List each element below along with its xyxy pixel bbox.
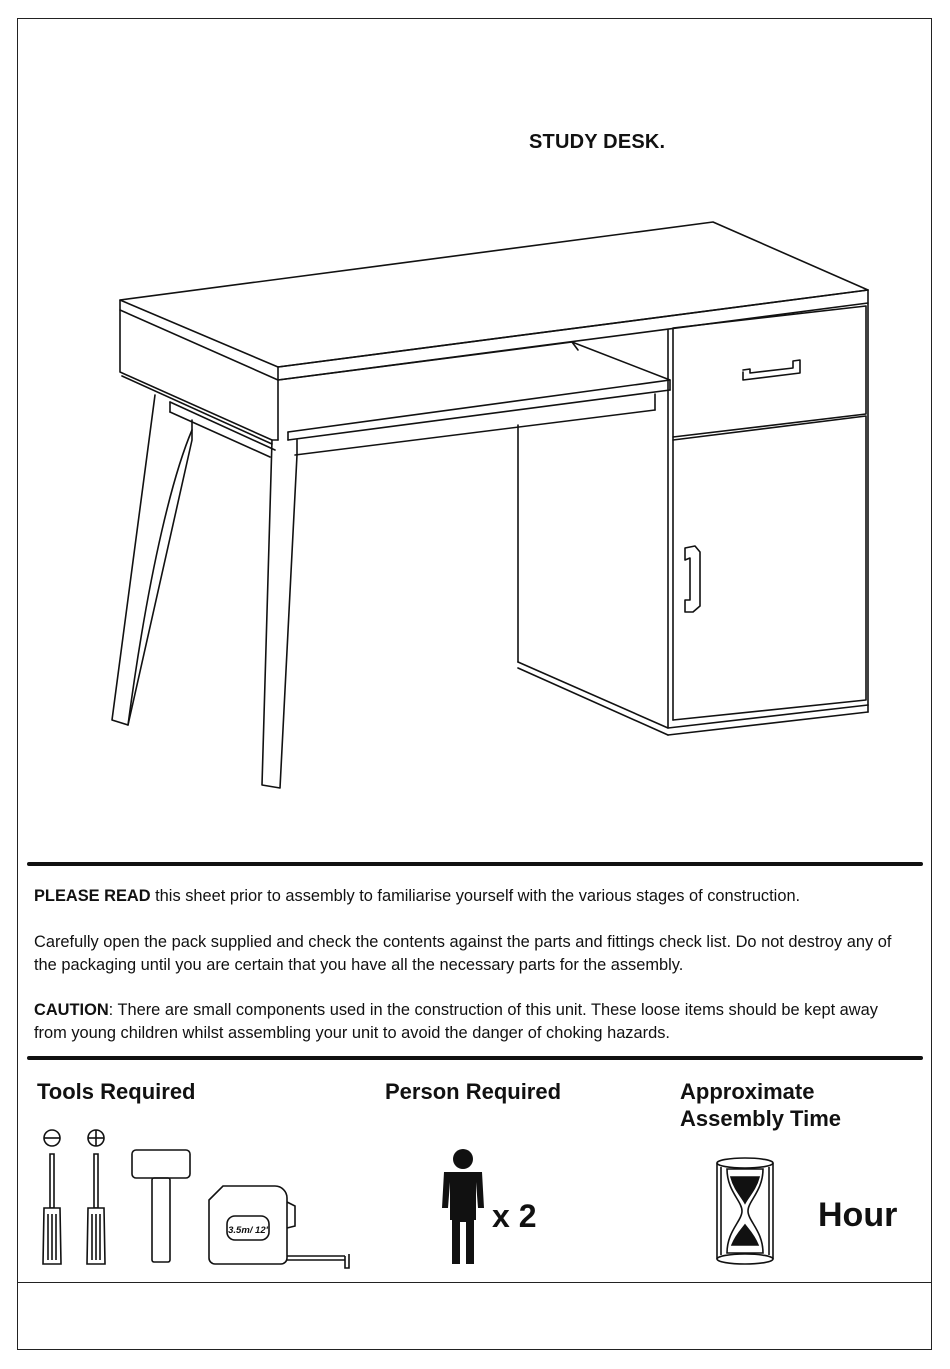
check-contents-paragraph: Carefully open the pack supplied and check the contents against the parts and fittings check list. Do not destroy any of the packaging until you are certain that you have all the necessary parts for the assembly.: [34, 933, 892, 974]
person-count: x 2: [492, 1198, 537, 1234]
caution-paragraph: [34, 999, 914, 1045]
assembly-time-heading: [680, 1078, 841, 1132]
please-read-label: PLEASE READ: [34, 887, 151, 905]
bottom-section-divider: [27, 1056, 923, 1060]
desk-illustration: [100, 210, 890, 810]
top-section-divider: [27, 862, 923, 866]
please-read-paragraph: [34, 885, 914, 908]
phillips-screwdriver-icon: [80, 1126, 112, 1268]
assembly-time-heading-line1: Approximate: [680, 1079, 815, 1104]
assembly-time-value: Hour: [818, 1196, 898, 1234]
footer-divider: [17, 1282, 932, 1283]
flathead-screwdriver-icon: [36, 1126, 68, 1268]
person-required-heading: Person Required: [385, 1079, 562, 1104]
please-read-text: this sheet prior to assembly to familiarise yourself with the various stages of construction.: [150, 887, 801, 905]
caution-text: : There are small components used in the construction of this unit. These loose items should be kept away from young children whilst assembling your unit to avoid the danger of choking hazards.: [34, 1001, 878, 1042]
tape-measure-icon: [205, 1182, 355, 1270]
caution-label: CAUTION: [34, 1001, 109, 1019]
person-icon: [438, 1148, 488, 1268]
assembly-time-heading-line2: Assembly Time: [680, 1106, 842, 1131]
tools-required-heading: Tools Required: [37, 1079, 196, 1104]
hourglass-icon: [712, 1155, 778, 1267]
document-title: STUDY DESK.: [529, 131, 666, 153]
tape-measure-label: 3.5m/ 12': [228, 1225, 268, 1236]
hammer-icon: [128, 1144, 194, 1268]
